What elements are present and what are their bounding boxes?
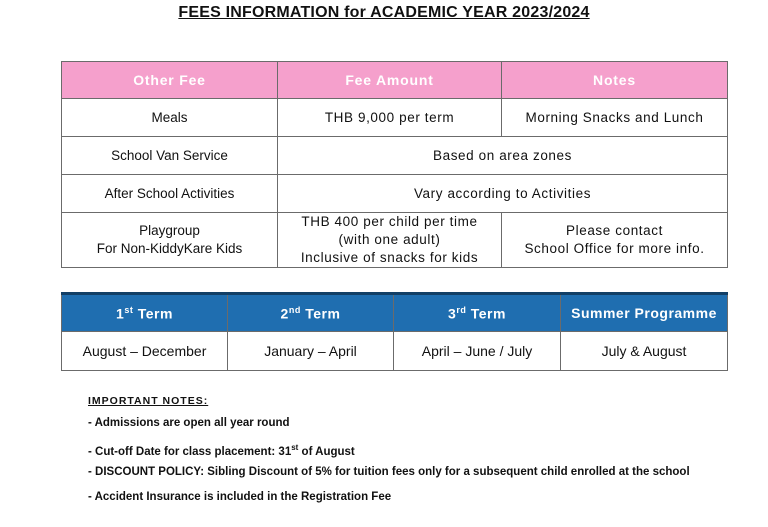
terms-header-row: [62, 294, 728, 332]
terms-values-row: [62, 332, 728, 371]
term-dates: July & August: [561, 332, 728, 371]
header-fee-amount: Fee Amount: [278, 62, 502, 99]
page-title: FEES INFORMATION for ACADEMIC YEAR 2023/2024: [178, 4, 590, 21]
fee-amount: Based on area zones: [278, 137, 728, 175]
note-item: - Cut-off Date for class placement: 31st of August: [88, 442, 355, 458]
fee-name: After School Activities: [62, 175, 278, 213]
other-fees-table: [61, 61, 728, 268]
fee-name: Meals: [62, 99, 278, 137]
header-other-fee: Other Fee: [62, 62, 278, 99]
header-second-term: 2nd Term: [228, 294, 394, 332]
note-item: - Admissions are open all year round: [88, 417, 290, 429]
fee-name-line: Playgroup: [139, 223, 200, 238]
fee-amount-line: (with one adult): [338, 232, 441, 247]
fee-name: School Van Service: [62, 137, 278, 175]
fee-amount: Vary according to Activities: [278, 175, 728, 213]
fees-header-row: [62, 62, 728, 99]
fee-row-van: [62, 137, 728, 175]
note-item: - Accident Insurance is included in the Registration Fee: [88, 490, 392, 503]
fee-name-line: For Non-KiddyKare Kids: [96, 241, 243, 256]
fee-notes: Morning Snacks and Lunch: [502, 99, 728, 137]
header-third-term: 3rd Term: [394, 294, 561, 332]
term-dates: August – December: [62, 332, 228, 371]
fee-row-meals: [62, 99, 728, 137]
term-dates: January – April: [228, 332, 394, 371]
fee-notes-line: School Office for more info.: [524, 241, 705, 256]
fee-amount: [278, 213, 502, 268]
fee-amount: THB 9,000 per term: [278, 99, 502, 137]
fee-notes-line: Please contact: [566, 223, 663, 238]
note-item: - DISCOUNT POLICY: Sibling Discount of 5% for tuition fees only for a subsequent child enrolled at the school: [88, 466, 690, 478]
header-first-term: 1st Term: [62, 294, 228, 332]
important-notes: [88, 395, 690, 513]
fee-amount-line: Inclusive of snacks for kids: [300, 250, 479, 265]
header-summer-programme: Summer Programme: [561, 294, 728, 332]
fee-row-playgroup: [62, 213, 728, 268]
fee-row-activities: [62, 175, 728, 213]
term-dates: April – June / July: [394, 332, 561, 371]
fee-amount-line: THB 400 per child per time: [301, 214, 478, 229]
notes-heading: IMPORTANT NOTES:: [88, 395, 209, 407]
header-notes: Notes: [502, 62, 728, 99]
terms-table: [61, 292, 728, 371]
fee-name: [62, 213, 278, 268]
fee-notes: [502, 213, 728, 268]
